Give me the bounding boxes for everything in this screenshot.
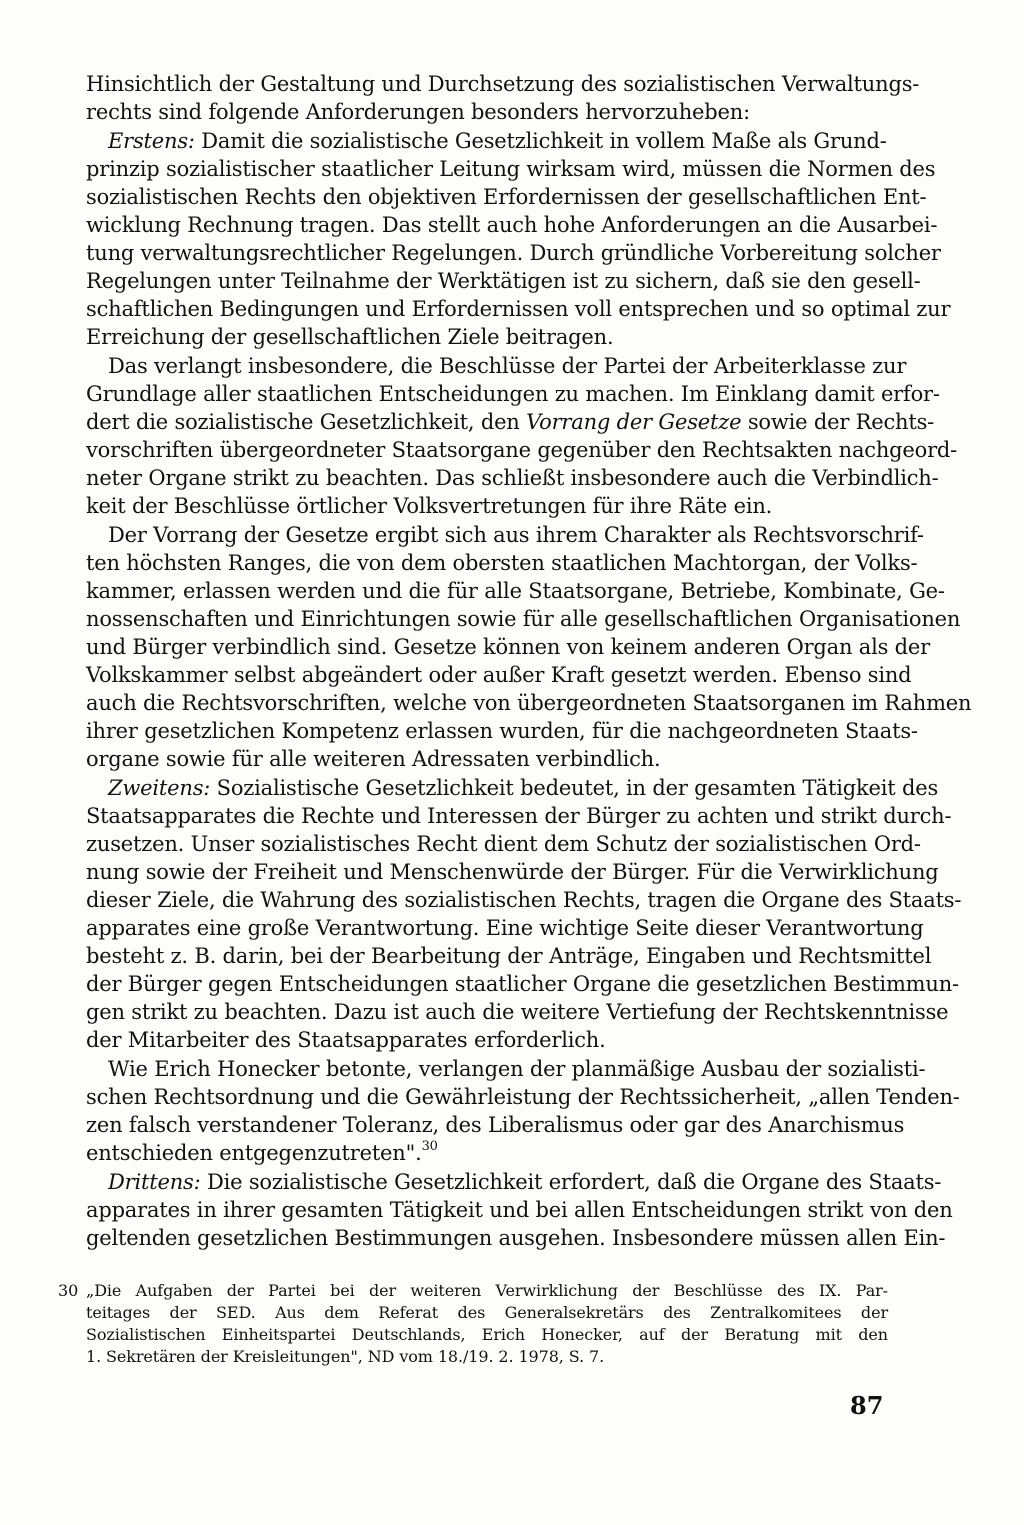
text-line: Staatsapparates die Rechte und Interessen der Bürger zu achten und strikt durch- — [86, 804, 952, 828]
text-line: gen strikt zu beachten. Dazu ist auch die weitere Vertiefung der Rechtskenntnisse — [86, 1000, 949, 1024]
text-line: dert die sozialistische Gesetzlichkeit, den Vorrang der Gesetze sowie der Rechts- — [86, 410, 935, 434]
lead-zweitens: Zweitens: — [108, 776, 211, 800]
text-line: entschieden entgegenzutreten".$^{30}$ — [86, 1139, 438, 1165]
text-line: Volkskammer selbst abgeändert oder außer Kraft gesetzt werden. Ebenso sind — [86, 663, 912, 687]
text-line: Der Vorrang der Gesetze ergibt sich aus ihrem Charakter als Rechtsvorschrif- — [108, 523, 924, 547]
text-line: apparates eine große Verantwortung. Eine wichtige Seite dieser Verantwortung — [86, 916, 924, 940]
text-line: zusetzen. Unser sozialistisches Recht dient dem Schutz der sozialistischen Ord- — [86, 832, 921, 856]
footnote-number: 30 — [58, 1281, 79, 1300]
footnote-line: „Die Aufgaben der Partei bei der weiteren Verwirklichung der Beschlüsse des IX. Par- — [86, 1281, 888, 1300]
text-line: tung verwaltungsrechtlicher Regelungen. Durch gründliche Vorbereitung solcher — [86, 241, 941, 265]
page-number: 87 — [850, 1391, 884, 1420]
text-line: dieser Ziele, die Wahrung des sozialistischen Rechts, tragen die Organe des Staats- — [86, 888, 962, 912]
emphasis-vorrang: Vorrang der Gesetze — [526, 410, 742, 434]
text-line: Grundlage aller staatlichen Entscheidungen zu machen. Im Einklang damit erfor- — [86, 382, 940, 406]
text-line: Hinsichtlich der Gestaltung und Durchsetzung des sozialistischen Verwaltungs- — [86, 72, 920, 96]
text-line: schaftlichen Bedingungen und Erfordernissen voll entsprechen und so optimal zur — [86, 297, 951, 321]
text-line: nung sowie der Freiheit und Menschenwürde der Bürger. Für die Verwirklichung — [86, 860, 939, 884]
text-line: Erstens: Damit die sozialistische Gesetzlichkeit in vollem Maße als Grund- — [108, 129, 887, 153]
text-line: prinzip sozialistischer staatlicher Leitung wirksam wird, müssen die Normen des — [86, 157, 936, 181]
text-line: neter Organe strikt zu beachten. Das schließt insbesondere auch die Verbindlich- — [86, 466, 939, 490]
lead-erstens: Erstens: — [108, 129, 195, 153]
text-line: wicklung Rechnung tragen. Das stellt auch hohe Anforderungen an die Ausarbei- — [86, 213, 938, 237]
footnote-reference: 30 — [421, 1139, 438, 1154]
text-line: Zweitens: Sozialistische Gesetzlichkeit bedeutet, in der gesamten Tätigkeit des — [108, 776, 939, 800]
text-line: apparates in ihrer gesamten Tätigkeit und bei allen Entscheidungen strikt von den — [86, 1198, 953, 1222]
text-line: Drittens: Die sozialistische Gesetzlichkeit erfordert, daß die Organe des Staats- — [108, 1170, 942, 1194]
text-line: der Bürger gegen Entscheidungen staatlicher Organe die gesetzlichen Bestimmun- — [86, 972, 959, 996]
text-line: vorschriften übergeordneter Staatsorgane gegenüber den Rechtsakten nachgeord- — [86, 438, 958, 462]
text-line: schen Rechtsordnung und die Gewährleistung der Rechtssicherheit, „allen Tenden- — [86, 1085, 960, 1109]
text-line: geltenden gesetzlichen Bestimmungen ausgehen. Insbesondere müssen allen Ein- — [86, 1226, 946, 1250]
text-line: ihrer gesetzlichen Kompetenz erlassen wurden, für die nachgeordneten Staats- — [86, 719, 918, 743]
footnote-line: teitages der SED. Aus dem Referat des Generalsekretärs des Zentralkomitees der — [86, 1303, 888, 1322]
text-line: und Bürger verbindlich sind. Gesetze können von keinem anderen Organ als der — [86, 635, 930, 659]
lead-drittens: Drittens: — [108, 1170, 201, 1194]
text-line: rechts sind folgende Anforderungen besonders hervorzuheben: — [86, 100, 750, 124]
text-line: Wie Erich Honecker betonte, verlangen der planmäßige Ausbau der sozialisti- — [108, 1057, 926, 1081]
text-line: nossenschaften und Einrichtungen sowie für alle gesellschaftlichen Organisationen — [86, 607, 961, 631]
text-line: Erreichung der gesellschaftlichen Ziele beitragen. — [86, 325, 614, 349]
text-line: Das verlangt insbesondere, die Beschlüsse der Partei der Arbeiterklasse zur — [108, 354, 907, 378]
text-line: besteht z. B. darin, bei der Bearbeitung der Anträge, Eingaben und Rechtsmittel — [86, 944, 932, 968]
text-line: Regelungen unter Teilnahme der Werktätigen ist zu sichern, daß sie den gesell- — [86, 269, 921, 293]
text-line: ten höchsten Ranges, die von dem obersten staatlichen Machtorgan, der Volks- — [86, 551, 918, 575]
text-line: zen falsch verstandener Toleranz, des Liberalismus oder gar des Anarchismus — [86, 1113, 905, 1137]
footnote-line: 1. Sekretären der Kreisleitungen", ND vom 18./19. 2. 1978, S. 7. — [86, 1347, 605, 1366]
text-line: auch die Rechtsvorschriften, welche von übergeordneten Staatsorganen im Rahmen — [86, 691, 972, 715]
footnote-line: Sozialistischen Einheitspartei Deutschlands, Erich Honecker, auf der Beratung mit den — [86, 1325, 888, 1344]
text-line: keit der Beschlüsse örtlicher Volksvertretungen für ihre Räte ein. — [86, 494, 773, 518]
text-line: der Mitarbeiter des Staatsapparates erforderlich. — [86, 1028, 606, 1052]
text-line: sozialistischen Rechts den objektiven Erfordernissen der gesellschaftlichen Ent- — [86, 185, 927, 209]
text-line: kammer, erlassen werden und die für alle Staatsorgane, Betriebe, Kombinate, Ge- — [86, 579, 945, 603]
text-line: organe sowie für alle weiteren Adressaten verbindlich. — [86, 747, 661, 771]
